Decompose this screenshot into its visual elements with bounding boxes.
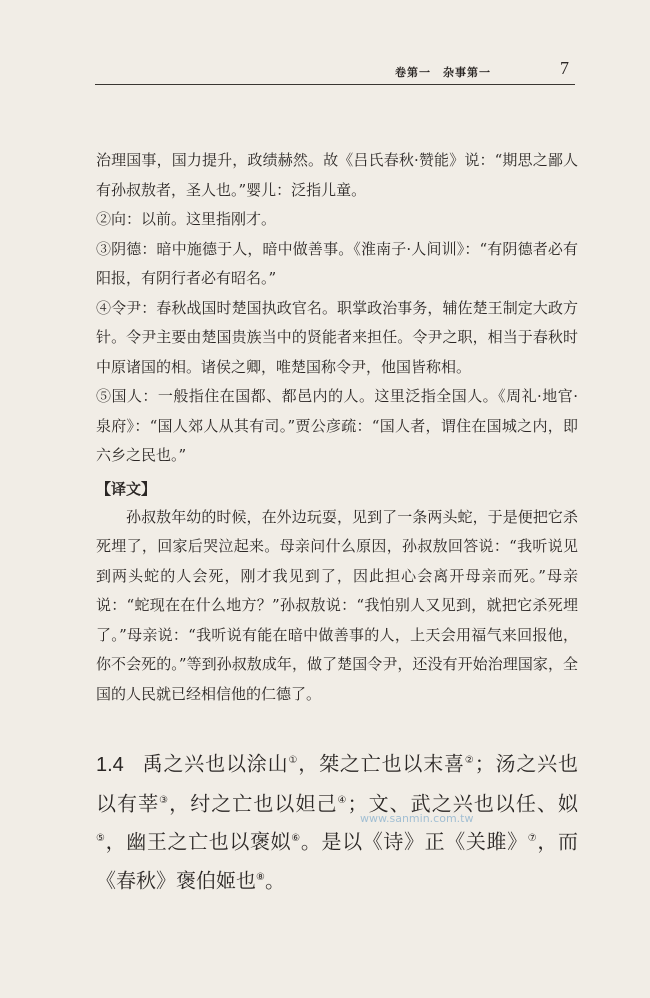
- footnote-ref: ⑤: [96, 833, 106, 845]
- translation-heading: 【译文】: [96, 479, 157, 498]
- translation-text: 孙叔敖年幼的时候，在外边玩耍，见到了一条两头蛇，于是便把它杀死埋了，回家后哭泣起来。母亲问什么原因，孙叔敖回答说：“我听说见到两头蛇的人会死，刚才我见到了，因此担心会离开母亲而死。”母亲说：“蛇现在在什么地方？”孙叔敖说：“我怕别人又见到，就把它杀死埋了。”母亲说：“我听说有能在暗中做善事的人，上天会用福气来回报他，你不会死的。”等到孙叔敖成年，做了楚国令尹，还没有开始治理国家，全国的人民就已经相信他的仁德了。: [96, 507, 578, 703]
- running-header: [95, 60, 575, 85]
- section-text-part: 禹之兴也以涂山: [141, 751, 289, 776]
- section-text-part: ；文、武之兴也以任、姒: [347, 791, 579, 816]
- watermark: www.sanmin.com.tw: [360, 812, 474, 825]
- note-continuation: 治理国事，国力提升，政绩赫然。故《吕氏春秋·赞能》说：“期思之鄙人有孙叔敖者，圣人也。”婴儿：泛指儿童。: [96, 151, 578, 199]
- footnote-ref: ④: [337, 794, 348, 806]
- section-text-part: ，而《春秋》褒伯姬也: [96, 829, 579, 893]
- section-text-part: ，纣之亡也以妲己: [169, 791, 338, 816]
- section-text-part: ；汤之兴也以有莘: [96, 751, 579, 816]
- page-body: [96, 146, 578, 899]
- footnote-ref: ⑥: [291, 833, 301, 845]
- section-text-part: 。: [264, 868, 285, 893]
- chapter-title: 卷第一 杂事第一: [395, 66, 491, 79]
- note-4: ④令尹：春秋战国时楚国执政官名。职掌政治事务，辅佐楚王制定大政方针。令尹主要由楚国贵族当中的贤能者来担任。令尹之职，相当于春秋时中原诸国的相。诸侯之卿，唯楚国称令尹，他国皆称相。: [96, 298, 578, 376]
- section-number: 1.4: [96, 753, 124, 776]
- note-3: ③阴德：暗中施德于人，暗中做善事。《淮南子·人间训》：“有阴德者必有阳报，有阴行者必有昭名。”: [96, 239, 578, 287]
- note-5: ⑤国人：一般指住在国都、都邑内的人。这里泛指全国人。《周礼·地官·泉府》：“国人郊人从其有司。”贾公彦疏：“国人者，谓住在国城之内，即六乡之民也。”: [96, 387, 578, 464]
- footnote-ref: ①: [288, 755, 299, 766]
- footnote-ref: ⑧: [256, 871, 265, 883]
- page-number: 7: [560, 58, 569, 78]
- footnote-ref: ⑦: [527, 833, 538, 845]
- footnote-ref: ③: [159, 794, 170, 806]
- section-text-part: ，桀之亡也以末喜: [298, 751, 465, 776]
- footnote-ref: ②: [464, 755, 475, 766]
- section-text-part: ，幽王之亡也以褒姒: [105, 829, 292, 854]
- section-text-part: 。是以《诗》正《关雎》: [300, 829, 528, 854]
- note-2: ②向：以前。这里指刚才。: [96, 210, 277, 228]
- section-1-4: [96, 743, 578, 899]
